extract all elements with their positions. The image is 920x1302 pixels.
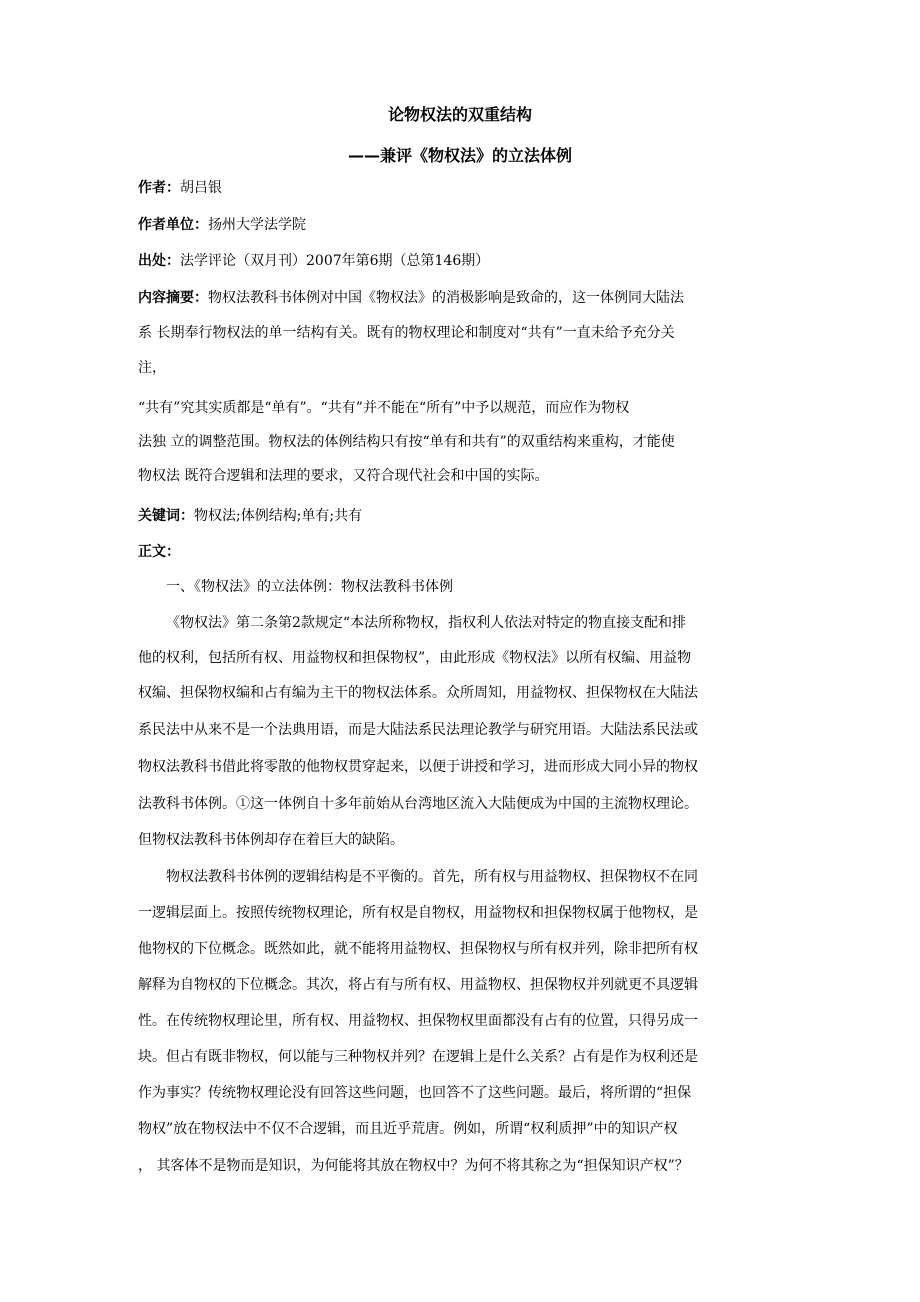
body-label: 正文： [138,544,180,560]
paragraph-line: 法教科书体例。①这一体例自十多年前始从台湾地区流入大陆便成为中国的主流物权理论。 [138,796,698,812]
section-heading: 一、《物权法》的立法体例：物权法教科书体例 [166,579,453,595]
source-label: 出处： [138,253,180,269]
author-line [138,177,222,199]
paragraph-line: 解释为自物权的下位概念。其次，将占有与所有权、用益物权、担保物权并列就更不具逻辑 [138,977,698,993]
document-title: 论物权法的双重结构 [387,105,532,124]
paragraph-line: 性。在传统物权理论里，所有权、用益物权、担保物权里面都没有占有的位置，只得另成一 [138,1013,698,1029]
source-value: 法学评论（双月刊）2007年第6期（总第146期） [180,253,490,269]
paragraph-line: 系民法中从来不是一个法典用语，而是大陆法系民法理论教学与研究用语。大陆法系民法或 [138,722,698,738]
author-unit-label: 作者单位： [138,217,208,233]
keywords-label: 关键词： [138,508,194,524]
author-label: 作者： [138,180,180,196]
paragraph-line: 作为事实？传统物权理论没有回答这些问题，也回答不了这些问题。最后，将所谓的“担保 [138,1085,692,1101]
abstract-line: 法独 立的调整范围。物权法的体例结构只有按“单有和共有”的双重结构来重构，才能使 [138,434,675,450]
abstract-line: 系 长期奉行物权法的单一结构有关。既有的物权理论和制度对“共有”一直未给予充分关 [138,325,675,341]
paragraph-line: 物权法教科书体例的逻辑结构是不平衡的。首先，所有权与用益物权、担保物权不在同 [166,869,698,885]
abstract-line: “共有”究其实质都是“单有”。“共有”并不能在“所有”中予以规范，而应作为物权 [138,400,630,416]
paragraph-line: 《物权法》第二条第2款规定“本法所称物权，指权利人依法对特定的物直接支配和排 [166,615,687,631]
paragraph-line: 块。但占有既非物权，何以能与三种物权并列？在逻辑上是什么关系？占有是作为权利还是 [138,1049,698,1065]
body-label-line [138,541,180,563]
abstract-text: 物权法教科书体例对中国《物权法》的消极影响是致命的，这一体例同大陆法 [208,290,684,306]
author-unit-value: 扬州大学法学院 [208,217,306,233]
paragraph-line: 物权”放在物权法中不仅不合逻辑，而且近乎荒唐。例如，所谓“权利质押”中的知识产权 [138,1121,678,1137]
abstract-line [138,287,684,309]
abstract-line: 物权法 既符合逻辑和法理的要求，又符合现代社会和中国的实际。 [138,468,549,484]
paragraph-line: 权编、担保物权编和占有编为主干的物权法体系。众所周知，用益物权、担保物权在大陆法 [138,685,698,701]
author-unit-line [138,214,306,236]
paragraph-line: 物权法教科书借此将零散的他物权贯穿起来，以便于讲授和学习，进而形成大同小异的物权 [138,759,698,775]
document-subtitle: ——兼评《物权法》的立法体例 [347,146,572,165]
paragraph-line: 他的权利，包括所有权、用益物权和担保物权”，由此形成《物权法》以所有权编、用益物 [138,650,692,666]
abstract-line: 注， [138,360,166,376]
source-line [138,250,489,272]
paragraph-line: 他物权的下位概念。既然如此，就不能将用益物权、担保物权与所有权并列，除非把所有权 [138,941,698,957]
paragraph-line: 一逻辑层面上。按照传统物权理论，所有权是自物权，用益物权和担保物权属于他物权，是 [138,905,698,921]
abstract-label: 内容摘要： [138,290,208,306]
paragraph-line: ， 其客体不是物而是知识，为何能将其放在物权中？为何不将其称之为“担保知识产权”？ [138,1158,689,1174]
author-value: 胡吕银 [180,180,222,196]
paragraph-line: 但物权法教科书体例却存在着巨大的缺陷。 [138,832,404,848]
keywords-line [138,505,362,527]
keywords-value: 物权法;体例结构;单有;共有 [194,508,363,524]
